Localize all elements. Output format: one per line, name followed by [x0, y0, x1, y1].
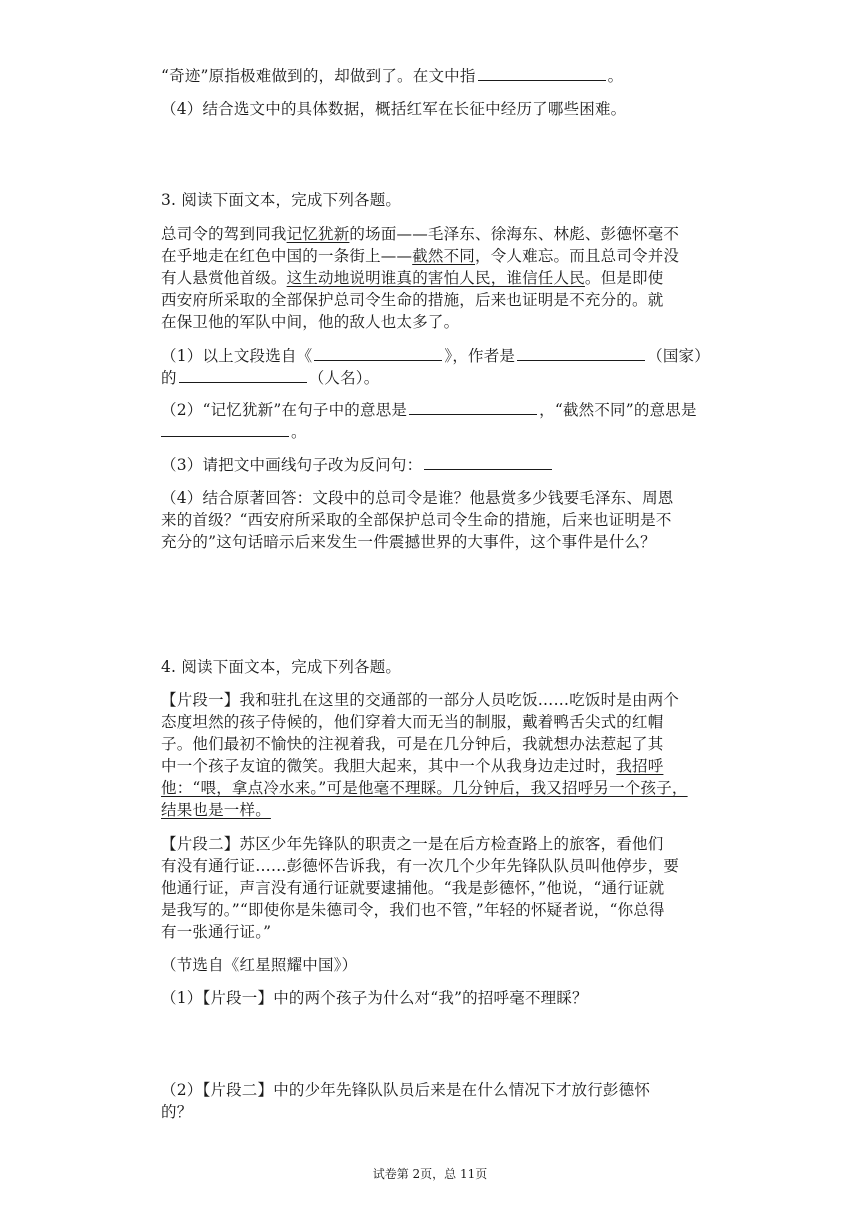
q2-part3-line — [161, 66, 623, 86]
frag2-line2: 有没有通行证……彭德怀告诉我，有一次几个少年先锋队队员叫他停步，要 — [161, 857, 680, 875]
text-span: （国家） — [647, 347, 710, 365]
s3-q4-line3: 充分的”这句话暗示后来发生一件震撼世界的大事件，这个事件是什么？ — [161, 533, 656, 551]
s4-q1: （1）【片段一】中的两个孩子为什么对“我”的招呼毫不理睬？ — [161, 989, 588, 1007]
text-span: 在乎地走在红色中国的一条街上—— — [161, 247, 413, 265]
s3-q2-line2 — [161, 422, 307, 442]
frag2-line3: 他通行证，声言没有通行证就要逮捕他。“我是彭德怀，”他说，“通行证就 — [161, 879, 665, 897]
text-span: 的场面——毛泽东、徐海东、林彪、彭德怀毫不 — [349, 225, 680, 243]
punctuation: 。 — [607, 67, 624, 85]
s3-q2-line1 — [161, 400, 697, 420]
text-span: （2）“记忆犹新”在句子中的意思是 — [161, 401, 408, 419]
passage3-line4: 西安府所采取的全部保护总司令生命的措施，后来也证明是不充分的。就 — [161, 291, 664, 309]
passage3-line3 — [161, 268, 663, 288]
answer-blank[interactable] — [161, 422, 289, 437]
text-span: 。但是即使 — [584, 269, 664, 287]
text-span: 总司令的驾到同我 — [161, 225, 287, 243]
punctuation: 。 — [291, 423, 307, 441]
underlined-phrase: 记忆犹新 — [286, 225, 350, 243]
text-span: （3）请把文中画线句子改为反问句： — [161, 456, 423, 474]
frag1-line6: 结果也是一样。 — [161, 801, 271, 819]
q2-part3-text: “奇迹”原指极难做到的，却做到了。在文中指 — [161, 67, 476, 85]
frag1-line1: 【片段一】我和驻扎在这里的交通部的一部分人员吃饭……吃饭时是由两个 — [161, 691, 680, 709]
frag2-line1: 【片段二】苏区少年先锋队的职责之一是在后方检查路上的旅客，看他们 — [161, 835, 664, 853]
text-span: 》，作者是 — [444, 347, 516, 365]
section4-heading: 4. 阅读下面文本，完成下列各题。 — [161, 658, 402, 676]
text-span: （1）以上文段选自《 — [161, 347, 313, 365]
underlined-sentence: 这生动地说明谁真的害怕人民，谁信任人民 — [286, 269, 585, 287]
passage3-line2 — [161, 246, 679, 266]
text-span: ，“截然不同”的意思是 — [539, 401, 697, 419]
page-footer: 试卷第 2页，总 11页 — [372, 1167, 488, 1181]
text-span: （人名）。 — [308, 369, 380, 387]
answer-blank[interactable] — [314, 346, 442, 361]
answer-blank[interactable] — [517, 346, 645, 361]
s3-q4-line2: 来的首级？“西安府所采取的全部保护总司令生命的措施，后来也证明是不 — [161, 511, 672, 529]
s3-q1-line2 — [161, 368, 379, 388]
answer-blank[interactable] — [409, 400, 537, 415]
passage3-line1 — [161, 224, 679, 244]
s4-q2-line1: （2）【片段二】中的少年先锋队队员后来是在什么情况下才放行彭德怀 — [161, 1081, 651, 1099]
text-span: ，令人难忘。而且总司令并没 — [475, 247, 680, 265]
frag1-line3: 子。他们最初不愉快的注视着我，可是在几分钟后，我就想办法惹起了其 — [161, 735, 664, 753]
section3-heading: 3. 阅读下面文本，完成下列各题。 — [161, 191, 402, 209]
s3-q3 — [161, 455, 554, 475]
text-span: 中一个孩子友谊的微笑。我胆大起来，其中一个从我身边走过时， — [161, 757, 617, 775]
frag1-line4 — [161, 756, 663, 776]
s4-q2-line2: 的？ — [161, 1103, 193, 1121]
answer-blank[interactable] — [424, 455, 552, 470]
source-note: （节选自《红星照耀中国》） — [161, 956, 358, 974]
q2-part4: （4）结合选文中的具体数据，概括红军在长征中经历了哪些困难。 — [161, 100, 627, 118]
text-span: 有人悬赏他首级。 — [161, 269, 287, 287]
underlined-phrase: 截然不同 — [412, 247, 476, 265]
frag1-line2: 态度坦然的孩子侍候的，他们穿着大而无当的制服，戴着鸭舌尖式的红帽 — [161, 713, 664, 731]
underlined-phrase: 我招呼 — [616, 757, 664, 775]
answer-blank[interactable] — [478, 66, 606, 81]
frag2-line4: 是我写的。”“即使你是朱德司令，我们也不管，”年轻的怀疑者说，“你总得 — [161, 901, 665, 919]
text-span: 的 — [161, 369, 177, 387]
passage3-line5: 在保卫他的军队中间，他的敌人也太多了。 — [161, 313, 460, 331]
frag2-line5: 有一张通行证。” — [161, 923, 272, 941]
s3-q1-line1 — [161, 346, 710, 366]
answer-blank[interactable] — [179, 368, 307, 383]
frag1-line5: 他：“喂，拿点冷水来。”可是他毫不理睬。几分钟后，我又招呼另一个孩子， — [161, 779, 688, 797]
s3-q4-line1: （4）结合原著回答：文段中的总司令是谁？他悬赏多少钱要毛泽东、周恩 — [161, 489, 674, 507]
